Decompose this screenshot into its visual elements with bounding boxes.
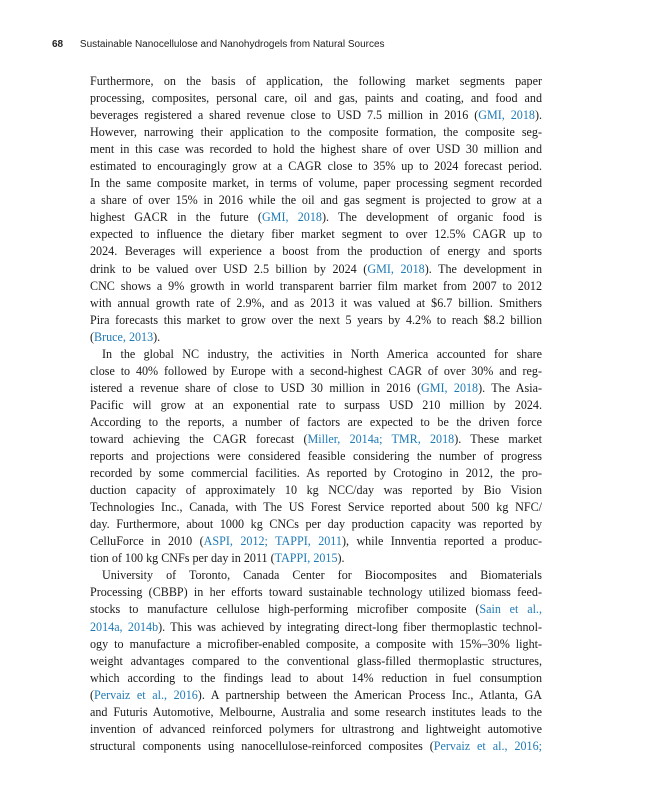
text-run: Pira forecasts this market to grow over the next 5 years by 4.2% to reach $8.2 billion — [90, 312, 542, 327]
text-run: ), while Innventia reported a produc- — [341, 534, 542, 549]
text-run: beverages registered a shared revenue close to USD 7.5 million in 2016 ( — [90, 108, 479, 123]
text-line — [90, 312, 542, 329]
text-run: ). A partnership between the American Process Inc., Atlanta, GA — [197, 687, 542, 702]
text-line — [90, 124, 542, 141]
text-line — [90, 414, 542, 431]
text-line — [90, 601, 542, 618]
citation-link[interactable]: TAPPI, 2015 — [274, 551, 338, 566]
text-run: invention of advanced reinforced polymers for ultrastrong and lightweight automotive — [90, 721, 542, 736]
citation-link[interactable]: Pervaiz et al., 2016; — [433, 738, 542, 753]
text-run: weight advantages compared to the conventional glass-filled thermoplastic structures, — [90, 653, 542, 668]
text-run: ). — [153, 329, 161, 344]
text-run: toward achieving the CAGR forecast ( — [90, 431, 308, 446]
text-line — [90, 73, 542, 90]
text-run: reports and projections were considered feasible considering the number of progress — [90, 449, 542, 464]
text-run: Processing (CBBP) in her efforts toward sustainable technology utilized biomass feed- — [90, 585, 542, 600]
text-line — [90, 431, 542, 448]
text-line — [90, 141, 542, 158]
text-run: 2024. Beverages will experience a boost from the production of energy and sports — [90, 244, 542, 259]
citation-link[interactable]: GMI, 2018 — [367, 261, 425, 276]
text-run: expected to influence the dietary fiber market segment to over 12.5% CAGR up to — [90, 227, 542, 242]
text-line — [90, 636, 542, 653]
text-line — [90, 482, 542, 499]
text-line — [90, 670, 542, 687]
text-line — [90, 533, 542, 550]
citation-link[interactable]: ASPI, 2012; TAPPI, 2011 — [203, 534, 342, 549]
text-line — [90, 619, 542, 636]
text-run: ( — [90, 687, 95, 702]
citation-link[interactable]: GMI, 2018 — [478, 108, 535, 123]
text-line — [90, 653, 542, 670]
text-line — [90, 295, 542, 312]
text-run: estimated to encouragingly grow at a CAGR close to 35% up to 2024 forecast period. — [90, 159, 542, 174]
text-line — [90, 567, 542, 584]
text-run: University of Toronto, Canada Center for Biocomposites and Biomaterials — [102, 568, 542, 583]
text-line — [90, 516, 542, 533]
text-run: CelluForce in 2010 ( — [90, 534, 204, 549]
text-run: ( — [90, 329, 95, 344]
text-run: which according to the findings lead to about 14% reduction in fuel consumption — [90, 670, 542, 685]
text-run: According to the reports, a number of factors are expected to be the driven force — [90, 414, 542, 429]
text-run: However, narrowing their application to the composite formation, the composite seg- — [90, 125, 542, 140]
text-line — [90, 397, 542, 414]
page-number: 68 — [52, 39, 64, 50]
text-run: Technologies Inc., Canada, with The US Forest Service reported about 500 kg NFC/ — [90, 500, 542, 515]
body-text — [90, 73, 542, 755]
text-run: In the same composite market, in terms of volume, paper processing segment recorded — [90, 176, 542, 191]
text-run: duction capacity of approximately 10 kg NCC/day was reported by Bio Vision — [90, 483, 542, 498]
citation-link[interactable]: GMI, 2018 — [421, 380, 479, 395]
text-run: stocks to manufacture cellulose high-performing microfiber composite ( — [90, 602, 480, 617]
running-header — [52, 39, 552, 55]
text-run: ). This was achieved by integrating direct-long fiber thermoplastic technol- — [158, 619, 542, 634]
text-line — [90, 738, 542, 755]
text-run: istered a revenue share of close to USD 30 million in 2016 ( — [90, 380, 421, 395]
text-line — [90, 329, 542, 346]
text-line — [90, 278, 542, 295]
text-run: CNC shows a 9% growth in world transparent barrier film market from 2007 to 2012 — [90, 278, 542, 293]
text-line — [90, 363, 542, 380]
text-run: ). — [534, 108, 542, 123]
text-line — [90, 499, 542, 516]
text-line — [90, 90, 542, 107]
text-run: processing, composites, personal care, oil and gas, paints and coating, and food and — [90, 91, 542, 106]
text-run: ). The development of organic food is — [321, 210, 542, 225]
citation-link[interactable]: GMI, 2018 — [261, 210, 322, 225]
text-line — [90, 209, 542, 226]
text-line — [90, 584, 542, 601]
citation-link[interactable]: Sain et al., — [479, 602, 542, 617]
text-run: tion of 100 kg CNFs per day in 2011 ( — [90, 551, 275, 566]
text-line — [90, 175, 542, 192]
text-run: ment in this case was recorded to hold the highest share of over USD 30 million and — [90, 142, 542, 157]
text-run: day. Furthermore, about 1000 kg CNCs per day production capacity was reported by — [90, 517, 542, 532]
text-run: ). The Asia- — [478, 380, 542, 395]
running-title: Sustainable Nanocellulose and Nanohydrogels from Natural Sources — [79, 39, 385, 50]
text-line — [90, 261, 542, 278]
text-run: a share of over 15% in 2016 while the oil and gas segment is projected to grow at a — [90, 193, 542, 208]
text-line — [90, 158, 542, 175]
text-line — [90, 380, 542, 397]
text-run: In the global NC industry, the activities in North America accounted for share — [102, 346, 542, 361]
text-run: with annual growth rate of 2.9%, and as 2013 it was valued at $6.7 billion. Smithers — [90, 295, 542, 310]
text-run: ). — [337, 551, 345, 566]
text-run: highest GACR in the future ( — [90, 210, 262, 225]
text-run: and Futuris Automotive, Melbourne, Australia and some research institutes leads to the — [90, 704, 542, 719]
text-line — [90, 192, 542, 209]
citation-link[interactable]: Bruce, 2013 — [94, 329, 154, 344]
text-run: Pacific will grow at an exponential rate to surpass USD 210 million by 2024. — [90, 397, 542, 412]
text-run: close to 40% followed by Europe with a second-highest CAGR of over 30% and reg- — [90, 363, 542, 378]
text-line — [90, 107, 542, 124]
text-run: drink to be valued over USD 2.5 billion by 2024 ( — [90, 261, 368, 276]
text-line — [90, 448, 542, 465]
citation-link[interactable]: Miller, 2014a; TMR, 2018 — [307, 431, 455, 446]
text-run: ). These market — [454, 431, 542, 446]
text-run: ). The development in — [424, 261, 543, 276]
text-run: recorded by some commercial facilities. As reported by Crotogino in 2012, the pro- — [90, 466, 542, 481]
text-line — [90, 550, 542, 567]
text-run: structural components using nanocellulose-reinforced composites ( — [90, 738, 434, 753]
text-run: Furthermore, on the basis of application, the following market segments paper — [90, 74, 542, 88]
text-line — [90, 721, 542, 738]
text-line — [90, 226, 542, 243]
citation-link[interactable]: Pervaiz et al., 2016 — [94, 687, 198, 702]
text-line — [90, 704, 542, 721]
citation-link[interactable]: 2014a, 2014b — [90, 619, 159, 634]
text-run: ogy to manufacture a microfiber-enabled composite, a composite with 15%–30% light- — [90, 636, 542, 651]
text-line — [90, 346, 542, 363]
text-line — [90, 243, 542, 260]
text-line — [90, 465, 542, 482]
text-line — [90, 687, 542, 704]
